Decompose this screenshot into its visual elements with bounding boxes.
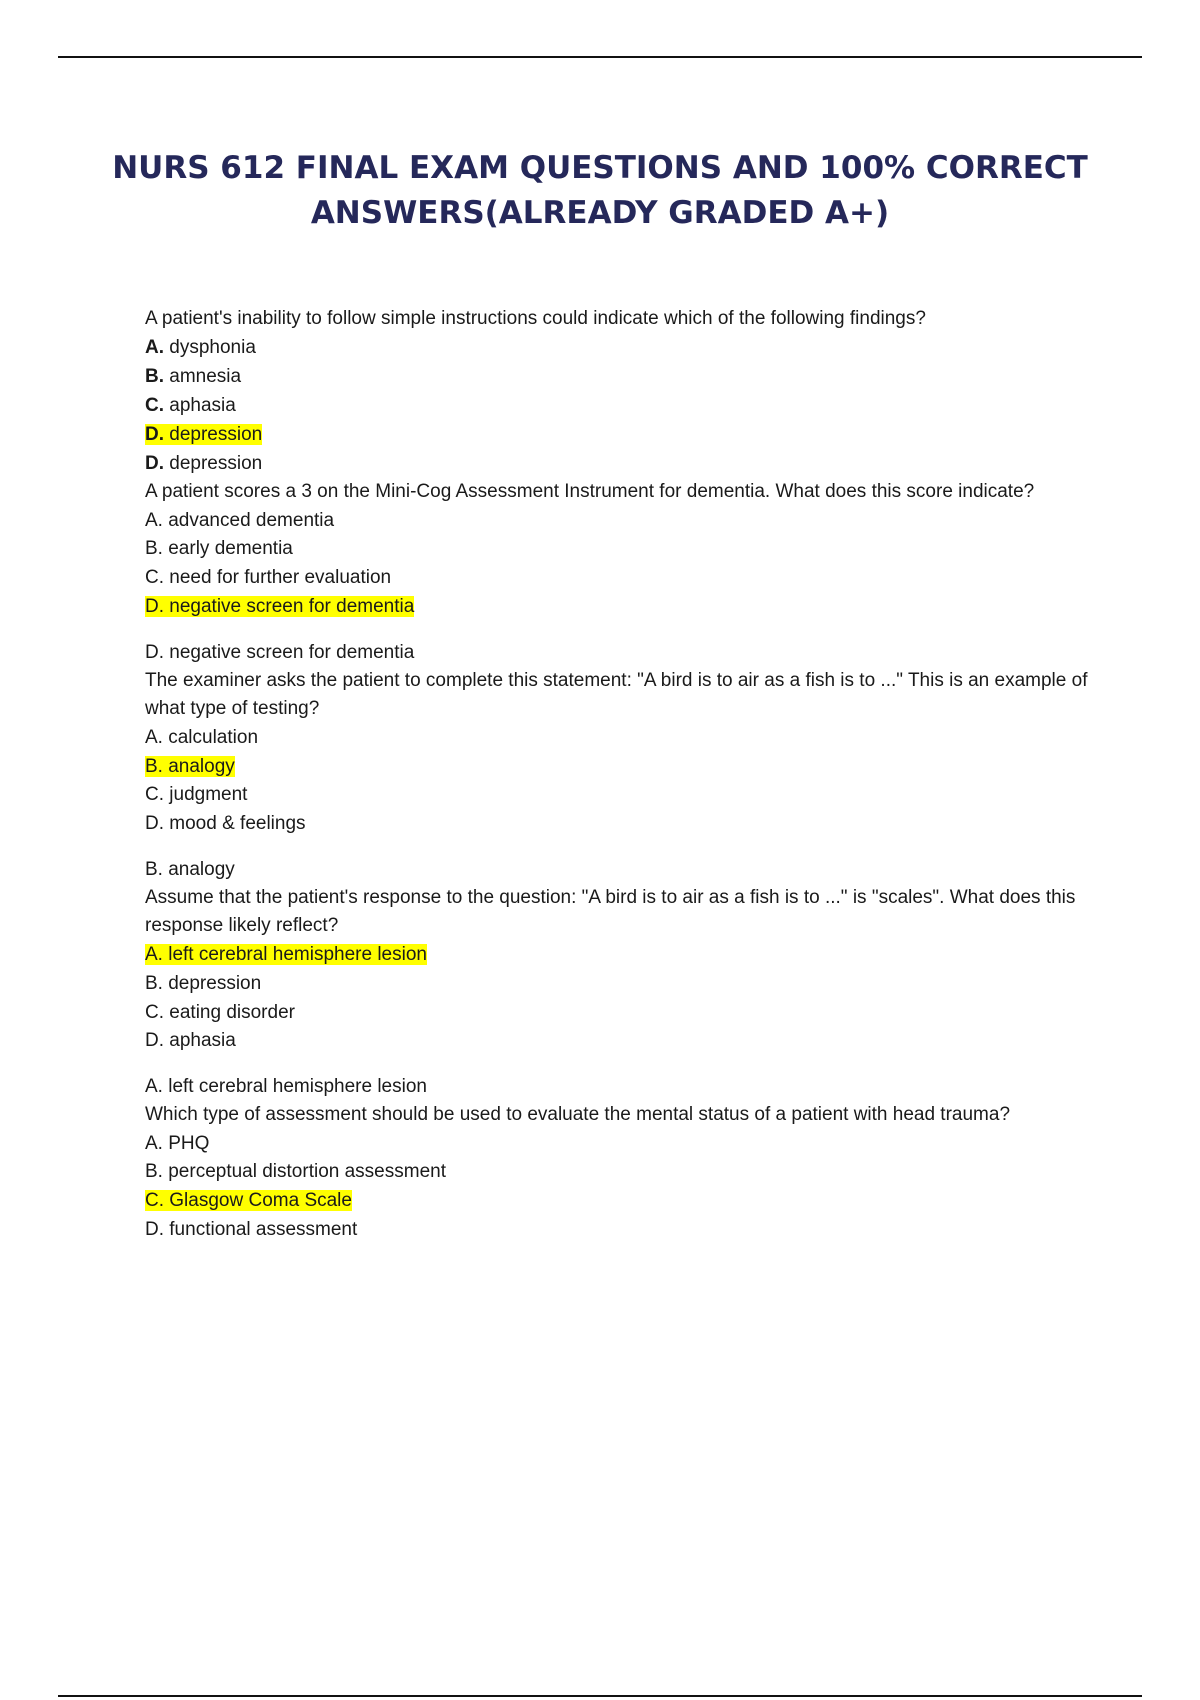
option-c bbox=[145, 391, 1105, 420]
option-letter: A. bbox=[145, 337, 164, 358]
question-1 bbox=[145, 304, 1105, 478]
question-4 bbox=[145, 884, 1105, 1101]
option-b bbox=[145, 362, 1105, 391]
question-5 bbox=[145, 1101, 1105, 1245]
option-letter: B. bbox=[145, 366, 164, 387]
option-c: C. eating disorder bbox=[145, 1001, 295, 1023]
option-text: amnesia bbox=[169, 366, 242, 387]
option-a: A. calculation bbox=[145, 726, 259, 748]
question-text: Assume that the patient's response to the question: "A bird is to air as a fish is to ..." is "scales". What does this response likely reflect? bbox=[145, 886, 1076, 937]
option-text: aphasia bbox=[169, 395, 236, 416]
option-d: D. mood & feelings bbox=[145, 813, 306, 835]
question-2 bbox=[145, 478, 1105, 667]
question-block bbox=[145, 667, 1105, 839]
header-rule bbox=[58, 56, 1142, 58]
footer-rule bbox=[58, 1695, 1142, 1697]
option-a-highlighted bbox=[145, 941, 1105, 970]
question-block bbox=[145, 1101, 1105, 1245]
question-block bbox=[145, 478, 1105, 622]
question-text: Which type of assessment should be used to evaluate the mental status of a patient with head trauma? bbox=[145, 1103, 1011, 1125]
option-c: C. need for further evaluation bbox=[145, 567, 392, 589]
option-letter: D. bbox=[145, 424, 164, 445]
highlighted-answer: B. analogy bbox=[145, 755, 235, 777]
question-text: The examiner asks the patient to complete this statement: "A bird is to air as a fish is to ..." This is an example of what type of testing? bbox=[145, 669, 1088, 720]
answer-letter: D. bbox=[145, 453, 164, 474]
question-3 bbox=[145, 667, 1105, 884]
option-letter: C. bbox=[145, 395, 164, 416]
option-b-highlighted bbox=[145, 753, 1105, 782]
option-d-highlighted bbox=[145, 420, 1105, 449]
answer-line bbox=[145, 449, 1105, 478]
document-body bbox=[145, 304, 1105, 1260]
question-block bbox=[145, 884, 1105, 1056]
option-b: B. early dementia bbox=[145, 538, 293, 560]
option-a bbox=[145, 333, 1105, 362]
option-b: B. perceptual distortion assessment bbox=[145, 1161, 446, 1183]
question-text: A patient scores a 3 on the Mini-Cog Assessment Instrument for dementia. What does this score indicate? bbox=[145, 481, 1035, 502]
option-d-highlighted bbox=[145, 593, 1105, 622]
option-a: A. advanced dementia bbox=[145, 509, 335, 531]
option-d: D. aphasia bbox=[145, 1030, 236, 1052]
option-a: A. PHQ bbox=[145, 1132, 210, 1154]
answer-line: A. left cerebral hemisphere lesion bbox=[145, 1075, 427, 1097]
document-title: NURS 612 FINAL EXAM QUESTIONS AND 100% CORRECT ANSWERS(ALREADY GRADED A+) bbox=[112, 150, 1088, 231]
option-d: D. functional assessment bbox=[145, 1218, 358, 1240]
option-text: depression bbox=[169, 424, 263, 445]
answer-text: depression bbox=[169, 453, 263, 474]
option-text: dysphonia bbox=[169, 337, 256, 358]
highlighted-answer: C. Glasgow Coma Scale bbox=[145, 1190, 352, 1212]
option-c: C. judgment bbox=[145, 784, 248, 806]
highlighted-answer: A. left cerebral hemisphere lesion bbox=[145, 944, 427, 966]
answer-line: B. analogy bbox=[145, 858, 235, 880]
option-c-highlighted bbox=[145, 1187, 1105, 1216]
answer-line: D. negative screen for dementia bbox=[145, 641, 415, 663]
question-text: A patient's inability to follow simple instructions could indicate which of the following findings? bbox=[145, 308, 926, 329]
option-b: B. depression bbox=[145, 972, 262, 994]
highlighted-answer: D. negative screen for dementia bbox=[145, 595, 415, 617]
